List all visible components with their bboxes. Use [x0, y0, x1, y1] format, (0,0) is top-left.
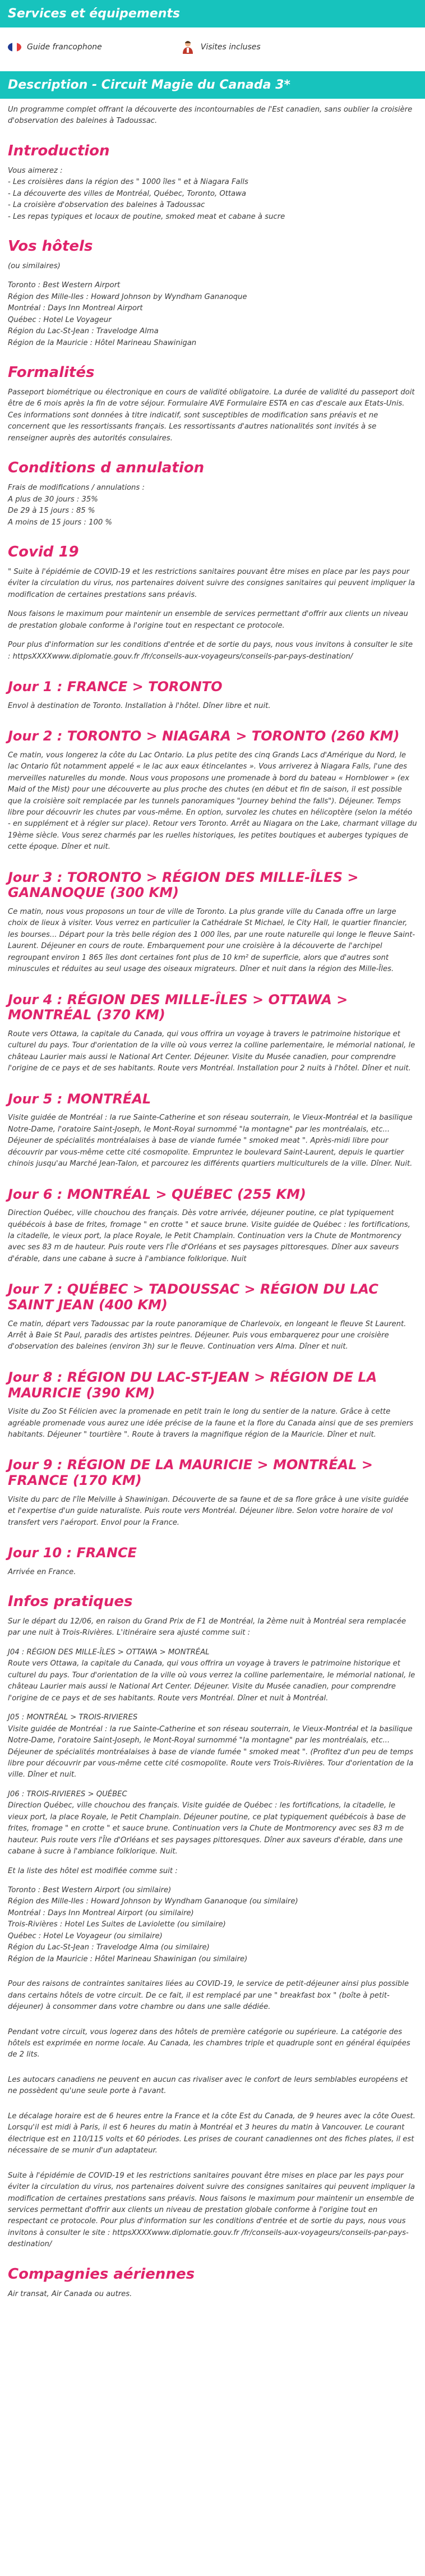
list-item: A moins de 15 jours : 100 % [8, 518, 112, 527]
list-item: Région des Mille-Iles : Howard Johnson by Wyndham Gananoque (ou similaire) [8, 1897, 298, 1906]
compagnies-title: Compagnies aériennes [8, 2265, 195, 2283]
annulation-list [8, 482, 417, 528]
infos-paragraph: Et la liste des hôtel est modifiée comme suit : [8, 1866, 178, 1875]
list-item: Région de la Mauricie : Hôtel Marineau Shawinigan (ou similaire) [8, 1954, 248, 1963]
covid-paragraph: Nous faisons le maximum pour maintenir un ensemble de services permettant d'offrir aux clients un niveau de prestation globale conforme à l'origine tout en respectant ce protocole. [8, 610, 408, 630]
infos-hotels-list [8, 1885, 417, 1965]
day-text: Envol à destination de Toronto. Installation à l'hôtel. Dîner libre et nuit. [8, 701, 271, 710]
day-title: Jour 8 : RÉGION DU LAC-ST-JEAN > RÉGION DE LA MAURICIE (390 KM) [8, 1369, 377, 1401]
list-item: Frais de modifications / annulations : [8, 484, 145, 493]
list-item: Vous aimerez : [8, 166, 63, 175]
list-item: Toronto : Best Western Airport [8, 281, 121, 290]
day-title: Jour 7 : QUÉBEC > TADOUSSAC > RÉGION DU LAC SAINT JEAN (400 KM) [8, 1281, 378, 1313]
list-item: - Les repas typiques et locaux de poutine, smoked meat et cabane à sucre [8, 212, 285, 221]
infos-day-text: Direction Québec, ville chouchou des français. Visite guidée de Québec : les fortifications, la citadelle, le vieux port, la place Royale, le Petit Champlain. Déjeuner poutine, ce plat typiquement québécois à base de frites, fromage " en crotte " et sauce brune. Continuation vers la Chute de Montmorency avec ses 83 m de hauteur. Puis route vers l'Île d'Orléans et ses paysages pittoresques. Dîner aux saveurs d'érable, dans une cabane à sucre à l'ambiance folklorique. Nuit. [8, 1801, 406, 1856]
infos-paragraph: Les autocars canadiens ne peuvent en aucun cas rivaliser avec le confort de leurs semblables européens et ne possèdent qu'une seule porte à l'avant. [8, 2075, 408, 2096]
list-item: Région de la Mauricie : Hôtel Marineau Shawinigan [8, 338, 197, 347]
list-item: Toronto : Best Western Airport (ou similaire) [8, 1886, 172, 1895]
hotels-title: Vos hôtels [8, 238, 93, 255]
day-text: Visite du parc de l'île Melville à Shawinigan. Découverte de sa faune et de sa flore grâce à une visite guidée et l'expertise d'un guide naturaliste. Puis route vers Montréal. Déjeuner libre. Selon votre horaire de vol transfert vers l'aéroport. Envol pour la France. [8, 1495, 409, 1527]
day-text: Ce matin, départ vers Tadoussac par la route panoramique de Charlevoix, en longeant le fleuve St Laurent. Arrêt à Baie St Paul, paradis des artistes peintres. Déjeuner. Puis vous embarquerez pour une croisière d'observation des baleines (environ 3h) sur le fleuve. Continuation vers Alma. Dîner et nuit. [8, 1319, 406, 1351]
list-item: Trois-Rivières : Hotel Les Suites de Laviolette (ou similaire) [8, 1920, 226, 1929]
services-list [0, 27, 425, 60]
day-title: Jour 5 : MONTRÉAL [8, 1091, 151, 1107]
compagnies-text: Air transat, Air Canada ou autres. [8, 2289, 132, 2298]
infos-title: Infos pratiques [8, 1593, 133, 1611]
services-banner: Services et équipements [0, 0, 425, 27]
list-item: Région du Lac-St-Jean : Travelodge Alma [8, 327, 159, 336]
day-text: Ce matin, vous longerez la côte du Lac Ontario. La plus petite des cinq Grands Lacs d'Amérique du Nord, le lac Ontario fût notamment appelé « le lac aux eaux étincelantes ». Vous arriverez à Niagara Falls, l'une des merveilles naturelles du monde. Nous vous proposons une promenade à bord du bateau « Hornblower » (ex Maid of the Mist) pour une découverte au plus proche des chutes (en début et fin de saison, il est possible que la croisière soit remplacée par les tunnels panoramiques "Journey behind the falls"). Déjeuner. Temps libre pour découvrir les chutes par vous-même. En option, survolez les chutes en hélicoptère (selon la météo - en supplément et à régler sur place). Retour vers Toronto. Arrêt au Niagara on the Lake, charmant village du 19ème siècle. Vous serez charmés par les ruelles historiques, les petites boutiques et auberges typiques de cette époque. Dîner et nuit. [8, 751, 417, 852]
day-title: Jour 9 : RÉGION DE LA MAURICIE > MONTRÉAL > FRANCE (170 KM) [8, 1457, 373, 1489]
list-item: De 29 à 15 jours : 85 % [8, 507, 95, 516]
day-text: Direction Québec, ville chouchou des français. Dès votre arrivée, déjeuner poutine, ce plat typiquement québécois à base de frites, fromage " en crotte " et sauce brune. Visite guidée de Québec : les fortifications, la citadelle, le vieux port, la place Royale, le Petit Champlain. Continuation vers la Chute de Montmorency avec ses 83 m de hauteur. Puis route vers l'Île d'Orléans et ses paysages pittoresques. Dîner aux saveurs d'érable, dans une cabane à sucre à l'ambiance folklorique. Nuit [8, 1209, 410, 1263]
day-title: Jour 2 : TORONTO > NIAGARA > TORONTO (260 KM) [8, 728, 400, 744]
infos-paragraph: Le décalage horaire est de 6 heures entre la France et la côte Est du Canada, de 9 heures avec la côte Ouest. Lorsqu'il est midi à Paris, il est 6 heures du matin à Montréal et 3 heures du matin à Vancouver. Le courant électrique est en 110/115 volts et 60 périodes. Les prises de courant canadiennes ont des fiches plates, il est nécessaire de se munir d'un adaptateur. [8, 2112, 415, 2155]
description-banner: Description - Circuit Magie du Canada 3* [0, 71, 425, 99]
day-title: Jour 3 : TORONTO > RÉGION DES MILLE-ÎLES > GANANOQUE (300 KM) [8, 869, 359, 901]
infos-paragraph: Suite à l'épidémie de COVID-19 et les restrictions sanitaires pouvant être mises en place par les pays pour éviter la circulation du virus, nos partenaires doivent suivre des consignes sanitaires qui peuvent impliquer la modification de certaines prestations sans préavis. Nous faisons le maximum pour maintenir un ensemble de services permettant d'offrir aux clients un niveau de prestation globale conforme à l'origine tout en respectant ce protocole. Pour plus d'information sur les conditions d'entrée et de sortie du pays, nous vous invitons à consulter le site : httpsXXXXwww.diplomatie.gouv.fr /fr/conseils-aux-voyageurs/conseils-par-pays-destination/ [8, 2171, 415, 2249]
infos-j5 [8, 1712, 417, 1781]
infos-day-title: J05 : MONTRÉAL > TROIS-RIVIERES [8, 1713, 138, 1722]
day-title: Jour 10 : FRANCE [8, 1545, 137, 1561]
introduction-list [8, 165, 417, 223]
hotels-list [8, 280, 417, 349]
introduction-title: Introduction [8, 142, 110, 159]
day-title: Jour 4 : RÉGION DES MILLE-ÎLES > OTTAWA > MONTRÉAL (370 KM) [8, 991, 348, 1023]
service-guide-label: Guide francophone [27, 43, 102, 52]
french-flag-icon [8, 43, 21, 52]
formalites-text: Passeport biométrique ou électronique en cours de validité obligatoire. La durée de validité du passeport doit être de 6 mois après la fin de votre séjour. Formulaire AVE Formulaire ESTA en cas d'escale aux Etats-Unis. Ces informations sont données à titre indicatif, sont susceptibles de modification sans préavis et ne concernent que les ressortissants français. Les ressortissants d'autres nationalités sont invités à se renseigner auprès des autorités consulaires. [8, 388, 415, 443]
infos-j4 [8, 1647, 417, 1704]
covid-paragraph: Pour plus d'information sur les conditions d'entrée et de sortie du pays, nous vous invitons à consulter le site : httpsXXXXwww.diplomatie.gouv.fr /fr/conseils-aux-voyageurs/conseils-par-pays-destination/ [8, 641, 413, 661]
list-item: Québec : Hotel Le Voyageur (ou similaire) [8, 1931, 163, 1940]
infos-day-text: Route vers Ottawa, la capitale du Canada, qui vous offrira un voyage à travers le patrimoine historique et culturel du pays. Tour d'orientation de la ville où vous verrez la colline parlementaire, le mémorial national, le château Laurier mais aussi le National Art Center. Déjeuner. Visite du Musée canadien, pour comprendre l'origine de ce pays et de ses habitants. Route vers Montréal. Dîner et nuit à Montréal. [8, 1659, 415, 1703]
infos-j6 [8, 1789, 417, 1858]
tour-guide-icon [181, 40, 195, 54]
day-title: Jour 6 : MONTRÉAL > QUÉBEC (255 KM) [8, 1186, 306, 1202]
description-content [0, 104, 425, 2300]
list-item: - La découverte des villes de Montréal, Québec, Toronto, Ottawa [8, 189, 246, 198]
service-visites-label: Visites incluses [200, 43, 261, 52]
covid-paragraph: " Suite à l'épidémie de COVID-19 et les restrictions sanitaires pouvant être mises en place par les pays pour éviter la circulation du virus, nos partenaires doivent suivre des consignes sanitaires qui peuvent impliquer la modification de certaines prestations sans préavis. [8, 567, 415, 599]
service-guide [8, 40, 102, 54]
formalites-title: Formalités [8, 364, 95, 381]
list-item: Montréal : Days Inn Montreal Airport (ou similaire) [8, 1908, 194, 1917]
list-item: - La croisière d'observation des baleines à Tadoussac [8, 201, 205, 210]
infos-paragraph: Sur le départ du 12/06, en raison du Grand Prix de F1 de Montréal, la 2ème nuit à Montréal sera remplacée par une nuit à Trois-Rivières. L'itinéraire sera ajusté comme suit : [8, 1617, 406, 1637]
infos-day-text: Visite guidée de Montréal : la rue Sainte-Catherine et son réseau souterrain, le Vieux-Montréal et la basilique Notre-Dame, l'oratoire Saint-Joseph, le Mont-Royal surnommé "la montagne" par les montréalais, etc... Déjeuner de spécialités montréalaises à base de viande fumée " smoked meat ". (Profitez d'un peu de temps libre pour découvrir par vous-même cette cité cosmopolite. Route vers Trois-Rivières. Tour d'orientation de la ville. Dîner et nuit. [8, 1724, 414, 1779]
covid-title: Covid 19 [8, 543, 79, 560]
day-text: Arrivée en France. [8, 1567, 76, 1576]
infos-paragraph: Pour des raisons de contraintes sanitaires liées au COVID-19, le service de petit-déjeuner ainsi plus possible dans certains hôtels de votre circuit. De ce fait, il est remplacé par une " breakfast box " (boîte à petit-déjeuner) à consommer dans votre chambre ou dans une salle dédiée. [8, 1980, 409, 2012]
list-item: Région des Mille-Iles : Howard Johnson by Wyndham Gananoque [8, 292, 247, 301]
infos-paragraph: Pendant votre circuit, vous logerez dans des hôtels de première catégorie ou supérieure. La catégorie des hôtels est exprimée en norme locale. Au Canada, les chambres triple et quadruple sont en général équipées de 2 lits. [8, 2027, 410, 2059]
day-title: Jour 1 : FRANCE > TORONTO [8, 679, 223, 695]
infos-day-title: J04 : RÉGION DES MILLE-ÎLES > OTTAWA > MONTRÉAL [8, 1648, 210, 1657]
description-intro: Un programme complet offrant la découverte des incontournables de l'Est canadien, sans oublier la croisière d'observation des baleines à Tadoussac. [8, 105, 413, 126]
day-text: Ce matin, nous vous proposons un tour de ville de Toronto. La plus grande ville du Canada offre un large choix de lieux à visiter. Vous verrez en particulier la Cathédrale St Michael, le City Hall, le quartier financier, les bourses... Départ pour la très belle région des 1 000 îles, par une route naturelle qui longe le fleuve Saint-Laurent. Déjeuner en cours de route. Embarquement pour une croisière à la découverte de l'archipel regroupant environ 1 865 îles dont certaines font plus de 10 km² de superficie, alors que d'autres sont minuscules et réduites au seul usage des oiseaux migrateurs. Dîner et nuit dans la région des Mille-Îles. [8, 907, 415, 974]
list-item: A plus de 30 jours : 35% [8, 495, 98, 504]
day-text: Visite guidée de Montréal : la rue Sainte-Catherine et son réseau souterrain, le Vieux-Montréal et la basilique Notre-Dame, l'oratoire Saint-Joseph, le Mont-Royal surnommé "la montagne" par les montréalais, etc... Déjeuner de spécialités montréalaises à base de viande fumée " smoked meat ". Après-midi libre pour découvrir par vous-même cette cité cosmopolite. Empruntez le boulevard Saint-Laurent, depuis le quartier chinois jusqu'au Marché Jean-Talon, et parcourez les différents quartiers multiculturels de la ville. Dîner. Nuit. [8, 1114, 413, 1169]
day-text: Route vers Ottawa, la capitale du Canada, qui vous offrira un voyage à travers le patrimoine historique et culturel du pays. Tour d'orientation de la ville où vous verrez la colline parlementaire, le mémorial national, le château Laurier mais aussi le National Art Center. Déjeuner. Visite du Musée canadien, pour comprendre l'origine de ce pays et de ses habitants. Route vers Montréal. Installation pour 2 nuits à l'hôtel. Dîner et nuit. [8, 1029, 415, 1073]
service-visites [181, 40, 261, 54]
annulation-title: Conditions d annulation [8, 459, 205, 477]
hotels-note: (ou similaires) [8, 261, 61, 270]
list-item: Québec : Hotel Le Voyageur [8, 315, 112, 324]
infos-day-title: J06 : TROIS-RIVIERES > QUÉBEC [8, 1790, 127, 1798]
list-item: Région du Lac-St-Jean : Travelodge Alma (ou similaire) [8, 1943, 210, 1952]
list-item: - Les croisières dans la région des " 1000 îles " et à Niagara Falls [8, 178, 248, 187]
day-text: Visite du Zoo St Félicien avec la promenade en petit train le long du sentier de la nature. Grâce à cette agréable promenade vous aurez une idée précise de la faune et la flore du Canada ainsi que de ses premiers habitants. Déjeuner " tourtière ". Route à travers la magnifique région de la Mauricie. Dîner et nuit. [8, 1407, 413, 1439]
list-item: Montréal : Days Inn Montreal Airport [8, 304, 143, 313]
